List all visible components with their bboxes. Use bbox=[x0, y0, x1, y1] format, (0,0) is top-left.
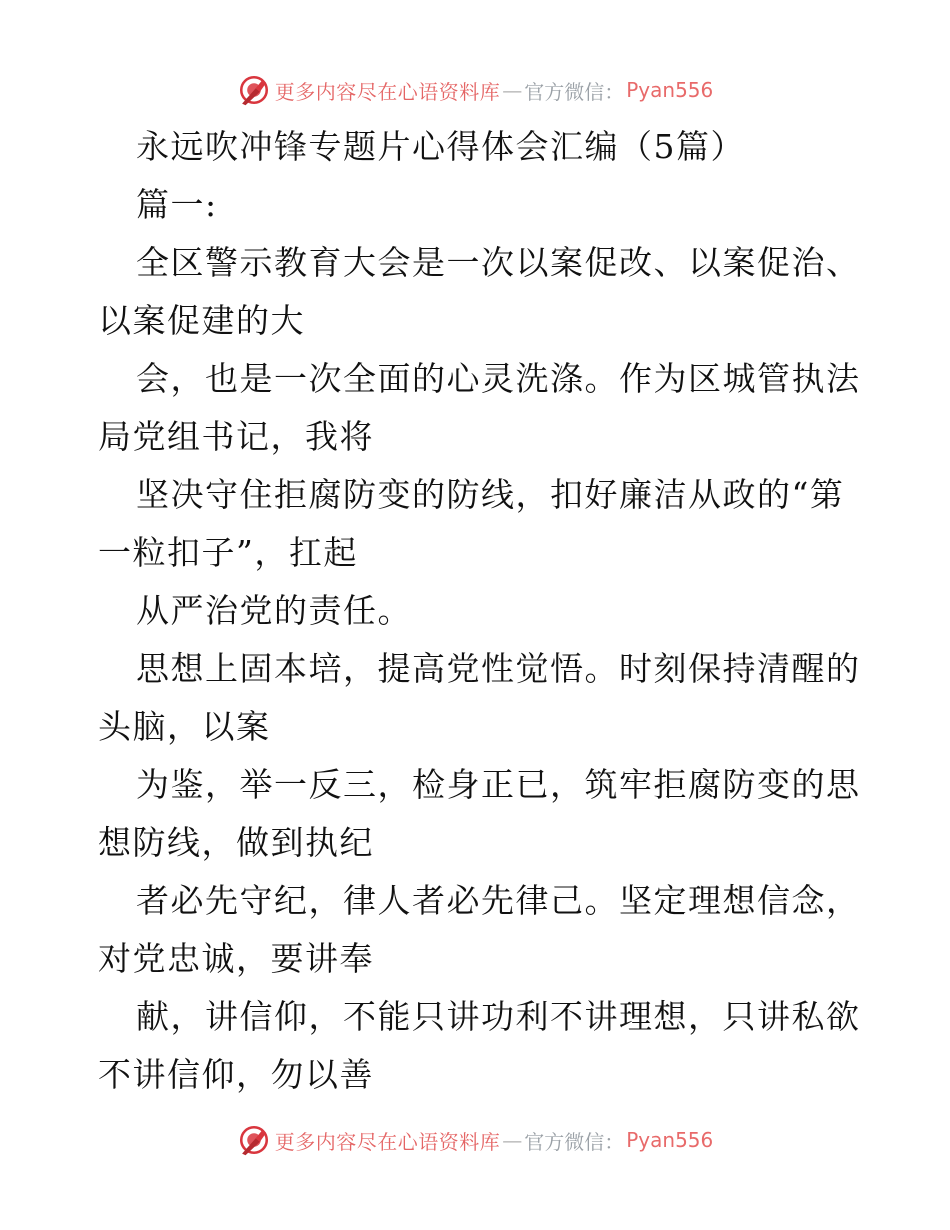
watermark-site-text: 更多内容尽在心语资料库 bbox=[274, 79, 501, 104]
text-line: 为鉴，举一反三，检身正已，筑牢拒腐防变的思 bbox=[136, 765, 861, 804]
section-heading: 篇一: bbox=[136, 185, 218, 224]
watermark-wechat-label: 官方微信： bbox=[524, 1129, 625, 1154]
pen-logo-icon bbox=[237, 1123, 271, 1157]
text-line: 思想上固本培，提高党性觉悟。时刻保持清醒的 bbox=[136, 649, 861, 688]
text-line: 局党组书记，我将 bbox=[98, 417, 374, 456]
text-line: 献，讲信仰，不能只讲功利不讲理想，只讲私欲 bbox=[136, 997, 861, 1036]
watermark-wechat-id: Pyan556 bbox=[626, 78, 714, 102]
text-line: 以案促建的大 bbox=[98, 301, 305, 340]
watermark-site-text: 更多内容尽在心语资料库 bbox=[274, 1129, 501, 1154]
watermark-wechat-id: Pyan556 bbox=[626, 1128, 714, 1152]
watermark-header bbox=[0, 70, 950, 110]
text-line: 会，也是一次全面的心灵洗涤。作为区城管执法 bbox=[136, 359, 861, 398]
text-line: 对党忠诚，要讲奉 bbox=[98, 939, 374, 978]
text-line: 全区警示教育大会是一次以案促改、以案促治、 bbox=[136, 243, 861, 282]
text-line: 者必先守纪，律人者必先律己。坚定理想信念， bbox=[136, 881, 861, 920]
document-body bbox=[98, 118, 861, 1104]
text-line: 头脑，以案 bbox=[98, 707, 271, 746]
document-title: 永远吹冲锋专题片心得体会汇编（5篇） bbox=[136, 127, 745, 166]
watermark-footer bbox=[0, 1120, 950, 1160]
text-line: 坚决守住拒腐防变的防线，扣好廉洁从政的“第 bbox=[136, 475, 845, 514]
text-line: 从严治党的责任。 bbox=[136, 591, 412, 630]
watermark-separator: — bbox=[502, 1128, 523, 1152]
watermark-wechat-label: 官方微信： bbox=[524, 79, 625, 104]
text-line: 一粒扣子”，扛起 bbox=[98, 533, 358, 572]
text-line: 想防线，做到执纪 bbox=[98, 823, 374, 862]
pen-logo-icon bbox=[237, 73, 271, 107]
text-line: 不讲信仰，勿以善 bbox=[98, 1055, 374, 1094]
watermark-separator: — bbox=[502, 78, 523, 102]
